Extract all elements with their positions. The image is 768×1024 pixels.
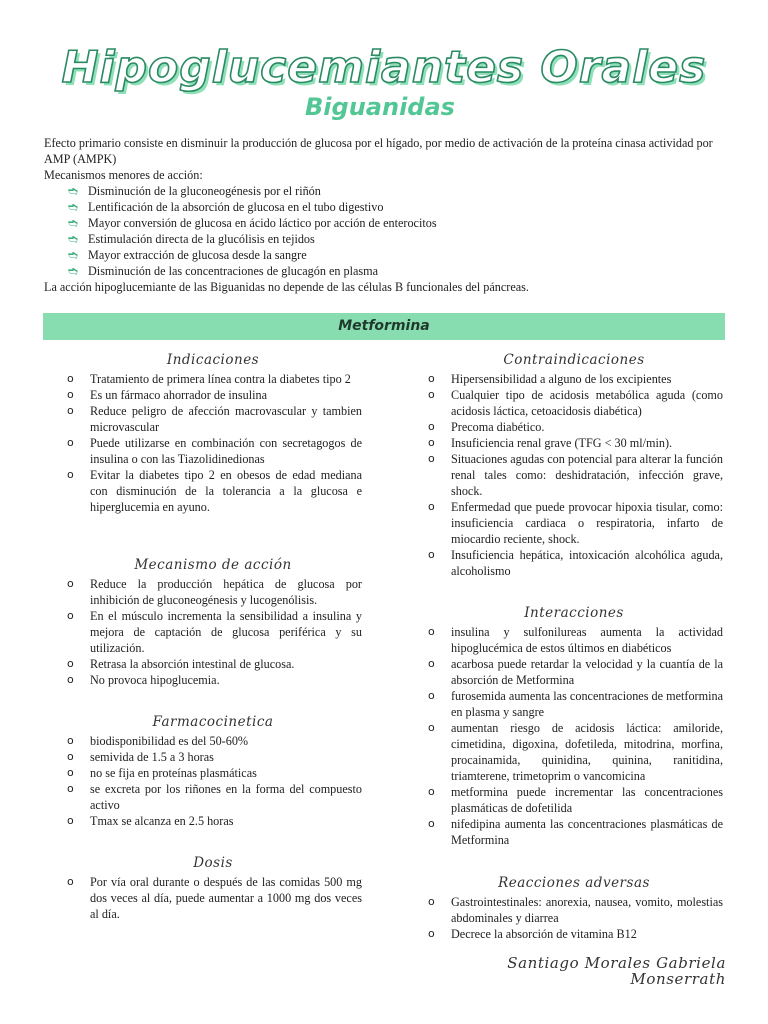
circle-bullet-icon: o	[67, 609, 74, 622]
circle-bullet-icon: o	[67, 577, 74, 590]
list-item	[64, 576, 362, 608]
list-item	[64, 874, 362, 922]
section-title: Indicaciones	[166, 352, 260, 368]
mechanisms-list	[44, 183, 724, 279]
list-item-text: No provoca hipoglucemia.	[90, 673, 220, 687]
circle-bullet-icon: o	[428, 785, 435, 798]
list-item-text: Reduce peligro de afección macrovascular y tambien microvascular	[90, 404, 362, 434]
circle-bullet-icon: o	[67, 436, 74, 449]
list-item-text: metformina puede incrementar las concentraciones plasmáticas de dofetilida	[451, 785, 723, 815]
intro-paragraph: Efecto primario consiste en disminuir la producción de glucosa por el hígado, por medio de activación de la proteína cinasa actividad por AMP (AMPK)	[44, 136, 713, 166]
circle-bullet-icon: o	[67, 673, 74, 686]
circle-bullet-icon: o	[428, 372, 435, 385]
circle-bullet-icon: o	[428, 452, 435, 465]
list-item-text: Gastrointestinales: anorexia, nausea, vomito, molestias abdominales y diarrea	[451, 895, 723, 925]
list-item	[425, 926, 723, 942]
list-item	[425, 419, 723, 435]
section-contraindicaciones	[425, 351, 723, 579]
list-item	[425, 387, 723, 419]
farmacocinetica-list	[64, 733, 362, 829]
list-item-text: Enfermedad que puede provocar hipoxia tisular, como: insuficiencia cardiaca o respiratoria, infarto de miocardio reciente, shock.	[451, 500, 723, 546]
section-banner: Metformina	[43, 313, 725, 340]
circle-bullet-icon: o	[67, 734, 74, 747]
circle-bullet-icon: o	[428, 689, 435, 702]
list-item	[425, 371, 723, 387]
list-item-text: Evitar la diabetes tipo 2 en obesos de edad mediana con disminución de la tolerancia a la glucosa e hiperglucemia en ayuno.	[90, 468, 362, 514]
circle-bullet-icon: o	[67, 814, 74, 827]
list-item-text: Decrece la absorción de vitamina B12	[451, 927, 637, 941]
list-item	[425, 547, 723, 579]
page-subtitle: Biguanidas	[305, 93, 455, 121]
list-item	[425, 656, 723, 688]
list-item-text: Situaciones agudas con potencial para alterar la función renal tales como: deshidratación, infección grave, shock.	[451, 452, 723, 498]
list-item-text: Por vía oral durante o después de las comidas 500 mg dos veces al día, puede aumentar a 1000 mg dos veces al día.	[90, 875, 362, 921]
page-title: Hipoglucemiantes Orales	[61, 42, 707, 93]
author-signature: Santiago Morales Gabriela Monserrath	[507, 954, 726, 988]
circle-bullet-icon: o	[67, 388, 74, 401]
list-item	[68, 199, 724, 215]
list-item-text: Mayor conversión de glucosa en ácido láctico por acción de enterocitos	[88, 216, 437, 230]
list-item-text: Insuficiencia renal grave (TFG < 30 ml/min).	[451, 436, 673, 450]
section-dosis	[64, 854, 362, 922]
list-item	[68, 263, 724, 279]
hand-arrow-icon: ➬	[68, 248, 79, 262]
list-item	[425, 720, 723, 784]
list-item	[64, 435, 362, 467]
list-item	[64, 765, 362, 781]
list-item-text: Reduce la producción hepática de glucosa por inhibición de gluconeogénesis y lucogenólisis.	[90, 577, 362, 607]
hand-arrow-icon: ➬	[68, 232, 79, 246]
list-item-text: Tratamiento de primera línea contra la diabetes tipo 2	[90, 372, 351, 386]
circle-bullet-icon: o	[428, 927, 435, 940]
list-item-text: se excreta por los riñones en la forma del compuesto activo	[90, 782, 362, 812]
list-item-text: biodisponibilidad es del 50-60%	[90, 734, 249, 748]
list-item-text: Disminución de la gluconeogénesis por el riñón	[88, 184, 321, 198]
circle-bullet-icon: o	[428, 436, 435, 449]
list-item	[64, 371, 362, 387]
list-item	[64, 387, 362, 403]
intro-conclusion: La acción hipoglucemiante de las Biguanidas no depende de las células B funcionales del páncreas.	[44, 280, 529, 294]
circle-bullet-icon: o	[67, 782, 74, 795]
list-item	[64, 467, 362, 515]
circle-bullet-icon: o	[428, 625, 435, 638]
circle-bullet-icon: o	[428, 721, 435, 734]
circle-bullet-icon: o	[67, 404, 74, 417]
intro-mechanisms-heading: Mecanismos menores de acción:	[44, 168, 203, 182]
list-item-text: Estimulación directa de la glucólisis en tejidos	[88, 232, 315, 246]
circle-bullet-icon: o	[67, 766, 74, 779]
list-item	[64, 656, 362, 672]
reacciones-list	[425, 894, 723, 942]
list-item-text: En el músculo incrementa la sensibilidad a insulina y mejora de captación de glucosa periférica y su utilización.	[90, 609, 362, 655]
list-item	[64, 749, 362, 765]
circle-bullet-icon: o	[67, 750, 74, 763]
indicaciones-list	[64, 371, 362, 515]
list-item	[425, 499, 723, 547]
section-title: Interacciones	[524, 605, 624, 621]
list-item	[425, 451, 723, 499]
list-item-text: furosemida aumenta las concentraciones de metformina en plasma y sangre	[451, 689, 723, 719]
contraindicaciones-list	[425, 371, 723, 579]
list-item-text: Insuficiencia hepática, intoxicación alcohólica aguda, alcoholismo	[451, 548, 723, 578]
section-reacciones-adversas	[425, 874, 723, 942]
circle-bullet-icon: o	[67, 875, 74, 888]
list-item-text: Cualquier tipo de acidosis metabólica aguda (como acidosis láctica, cetoacidosis diabética)	[451, 388, 723, 418]
section-mecanismo	[64, 556, 362, 688]
list-item	[68, 231, 724, 247]
list-item-text: aumentan riesgo de acidosis láctica: amiloride, cimetidina, digoxina, dofetileda, mitodrina, morfina, procainamida, quinidina, quinina, ranitidina, triamterene, trimetoprim o vancomicina	[451, 721, 723, 783]
list-item-text: Puede utilizarse en combinación con secretagogos de insulina o con las Tiazolidinedionas	[90, 436, 362, 466]
list-item-text: insulina y sulfonilureas aumenta la actividad hipoglucémica de estos últimos en diabéticos	[451, 625, 723, 655]
section-title: Farmacocinetica	[152, 714, 274, 730]
list-item	[425, 688, 723, 720]
list-item-text: Precoma diabético.	[451, 420, 545, 434]
hand-arrow-icon: ➬	[68, 200, 79, 214]
list-item	[425, 624, 723, 656]
list-item-text: Tmax se alcanza en 2.5 horas	[90, 814, 234, 828]
circle-bullet-icon: o	[428, 420, 435, 433]
circle-bullet-icon: o	[428, 548, 435, 561]
hand-arrow-icon: ➬	[68, 264, 79, 278]
list-item	[68, 183, 724, 199]
list-item	[64, 608, 362, 656]
hand-arrow-icon: ➬	[68, 216, 79, 230]
list-item	[64, 672, 362, 688]
list-item	[64, 733, 362, 749]
section-indicaciones	[64, 351, 362, 515]
list-item	[64, 403, 362, 435]
circle-bullet-icon: o	[67, 657, 74, 670]
circle-bullet-icon: o	[428, 500, 435, 513]
intro-block	[44, 135, 724, 295]
section-interacciones	[425, 604, 723, 848]
list-item-text: Hipersensibilidad a alguno de los excipientes	[451, 372, 672, 386]
section-title: Dosis	[193, 855, 233, 871]
circle-bullet-icon: o	[428, 895, 435, 908]
list-item	[425, 784, 723, 816]
list-item-text: no se fija en proteínas plasmáticas	[90, 766, 257, 780]
circle-bullet-icon: o	[67, 372, 74, 385]
list-item-text: Mayor extracción de glucosa desde la sangre	[88, 248, 307, 262]
list-item-text: Retrasa la absorción intestinal de glucosa.	[90, 657, 295, 671]
circle-bullet-icon: o	[67, 468, 74, 481]
circle-bullet-icon: o	[428, 388, 435, 401]
list-item	[68, 247, 724, 263]
section-title: Reacciones adversas	[498, 875, 650, 891]
list-item-text: acarbosa puede retardar la velocidad y la cuantía de la absorción de Metformina	[451, 657, 723, 687]
section-title: Contraindicaciones	[503, 352, 645, 368]
list-item	[64, 813, 362, 829]
section-farmacocinetica	[64, 713, 362, 829]
hand-arrow-icon: ➬	[68, 184, 79, 198]
mecanismo-list	[64, 576, 362, 688]
list-item-text: Es un fármaco ahorrador de insulina	[90, 388, 267, 402]
dosis-list	[64, 874, 362, 922]
list-item	[68, 215, 724, 231]
list-item-text: semivida de 1.5 a 3 horas	[90, 750, 214, 764]
circle-bullet-icon: o	[428, 817, 435, 830]
circle-bullet-icon: o	[428, 657, 435, 670]
list-item-text: Disminución de las concentraciones de glucagón en plasma	[88, 264, 379, 278]
section-title: Mecanismo de acción	[134, 557, 292, 573]
list-item	[425, 894, 723, 926]
list-item	[425, 816, 723, 848]
list-item	[425, 435, 723, 451]
list-item-text: Lentificación de la absorción de glucosa en el tubo digestivo	[88, 200, 384, 214]
list-item	[64, 781, 362, 813]
interacciones-list	[425, 624, 723, 848]
list-item-text: nifedipina aumenta las concentraciones plasmáticas de Metformina	[451, 817, 723, 847]
